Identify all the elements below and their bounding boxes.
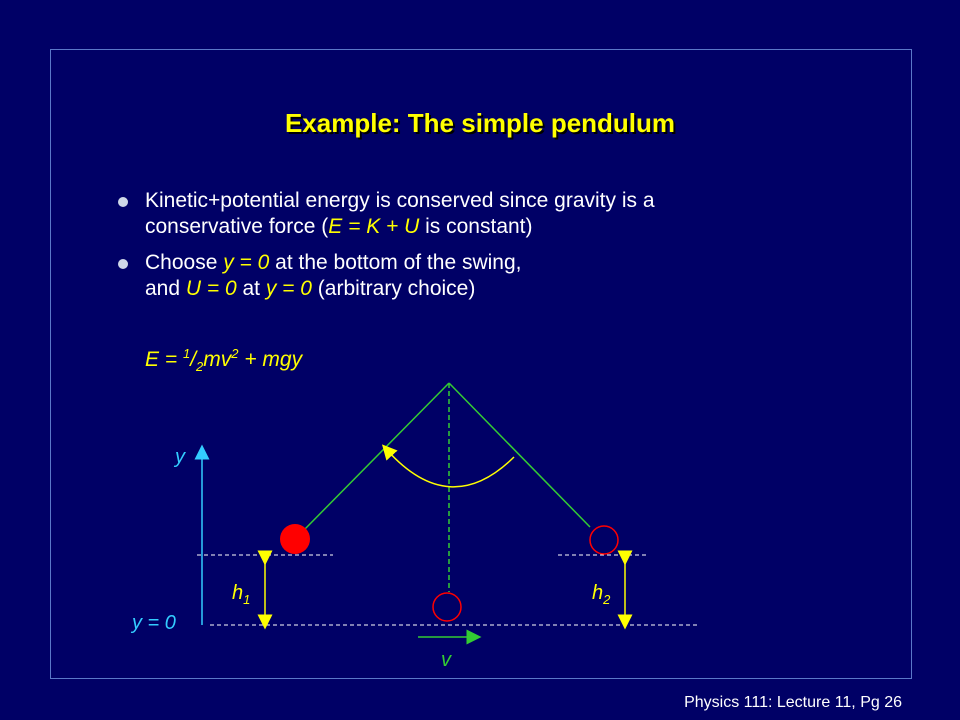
energy-equation: $E = ^1/_2mv^2$ + mgy xyxy=(145,346,303,375)
pendulum-string-left xyxy=(305,383,449,529)
pendulum-bob-right xyxy=(590,526,618,554)
velocity-label: v xyxy=(441,649,451,671)
bullet-2-line-1: Choose y = 0 at the bottom of the swing, xyxy=(145,251,522,274)
slide-footer: Physics 111: Lecture 11, Pg 26 xyxy=(684,694,902,711)
pendulum-string-right xyxy=(449,383,590,527)
bullet-2-line-2: and U = 0 at y = 0 (arbitrary choice) xyxy=(145,277,476,300)
h2-label: $h_2$ xyxy=(592,582,611,607)
bullet-1-line-2: conservative force (E = K + U is constant) xyxy=(145,215,533,238)
y-axis-label: y xyxy=(175,446,185,468)
pendulum-bob-left xyxy=(280,524,310,554)
y-zero-label: y = 0 xyxy=(132,612,176,634)
slide-title: Example: The simple pendulum xyxy=(284,108,676,138)
h1-label: $h_1$ xyxy=(232,582,251,607)
bullet-1-line-1: Kinetic+potential energy is conserved since gravity is a xyxy=(145,189,655,212)
swing-arc-arrow xyxy=(387,450,514,487)
pendulum-bob-bottom xyxy=(433,593,461,621)
energy-sum-expression: E = K + U xyxy=(328,215,420,238)
